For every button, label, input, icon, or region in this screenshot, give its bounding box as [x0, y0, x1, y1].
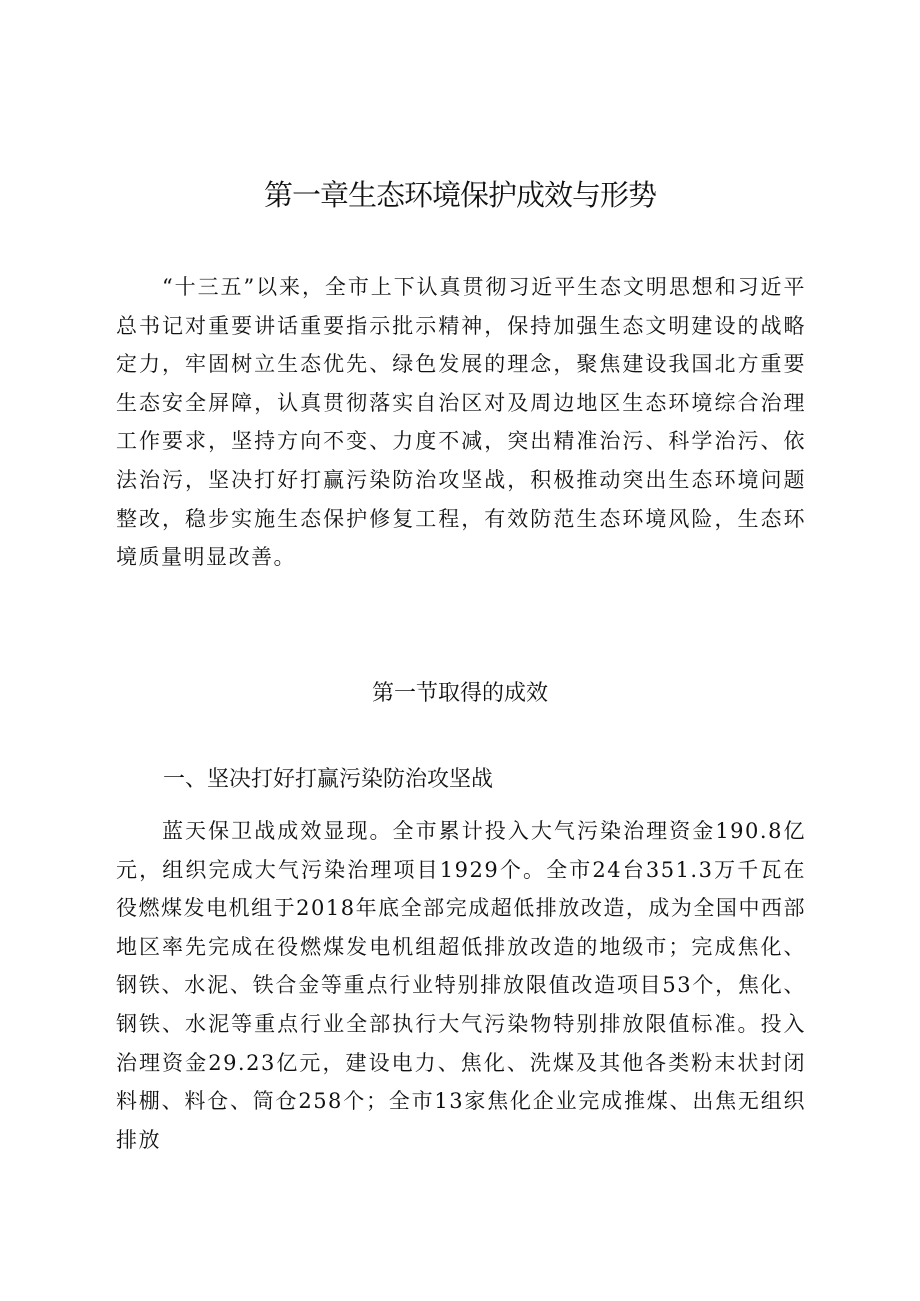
intro-paragraph: “十三五”以来，全市上下认真贯彻习近平生态文明思想和习近平总书记对重要讲话重要指示批示精神，保持加强生态文明建设的战略定力，牢固树立生态优先、绿色发展的理念，聚焦建设我国北方重要生态安全屏障，认真贯彻落实自治区对及周边地区生态环境综合治理工作要求，坚持方向不变、力度不减，突出精准治污、科学治污、依法治污，坚决打好打赢污染防治攻坚战，积极推动突出生态环境问题整改，稳步实施生态保护修复工程，有效防范生态环境风险，生态环境质量明显改善。 — [116, 275, 806, 570]
section-title: 第一节取得的成效 — [371, 681, 548, 706]
subsection-heading: 一、坚决打好打赢污染防治攻坚战 — [163, 767, 494, 792]
body-paragraph: 蓝天保卫战成效显现。全市累计投入大气污染治理资金190.8亿元，组织完成大气污染治理项目1929个。全市24台351.3万千瓦在役燃煤发电机组于2018年底全部完成超低排放改造，成为全国中西部地区率先完成在役燃煤发电机组超低排放改造的地级市；完成焦化、钢铁、水泥、铁合金等重点行业特别排放限值改造项目53个，焦化、钢铁、水泥等重点行业全部执行大气污染物特别排放限值标准。投入治理资金29.23亿元，建设电力、焦化、洗煤及其他各类粉末状封闭料棚、料仓、筒仓258个；全市13家焦化企业完成推煤、出焦无组织排放 — [116, 819, 806, 1152]
chapter-title: 第一章生态环境保护成效与形势 — [263, 178, 656, 212]
